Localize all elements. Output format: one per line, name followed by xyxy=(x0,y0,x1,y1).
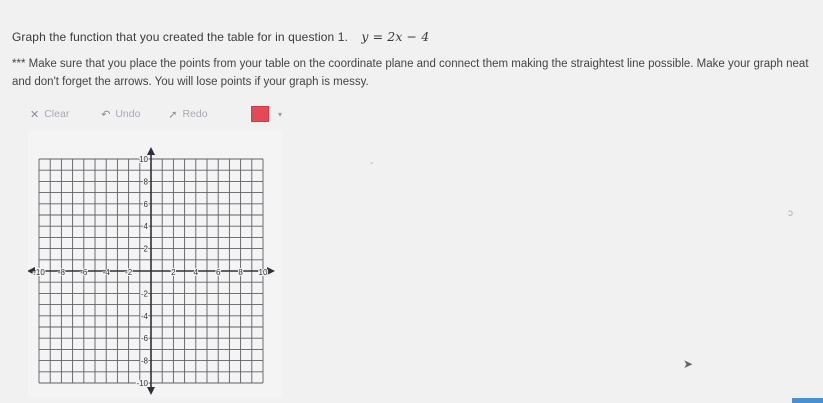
x-tick-label: -6 xyxy=(80,268,88,277)
y-tick-label: -10 xyxy=(136,379,148,388)
x-tick-label: -10 xyxy=(33,268,45,277)
redo-button[interactable] xyxy=(168,108,249,121)
x-axis-right-arrow-icon xyxy=(267,267,275,275)
x-tick-label: -4 xyxy=(102,268,110,277)
graph-canvas[interactable] xyxy=(28,130,282,398)
cursor-icon: ➤ xyxy=(683,357,694,371)
clear-label: Clear xyxy=(44,108,70,120)
question-text: Graph the function that you created the table for in question 1. xyxy=(12,30,348,44)
color-swatch[interactable] xyxy=(251,106,269,122)
chevron-down-icon[interactable]: ▾ xyxy=(277,109,282,119)
drawing-toolbar xyxy=(22,101,282,127)
undo-button[interactable] xyxy=(101,108,168,121)
y-tick-label: 2 xyxy=(143,244,148,254)
redo-arrow-icon: ➚ xyxy=(168,108,178,121)
clear-button[interactable] xyxy=(30,108,99,121)
redo-label: Redo xyxy=(182,108,208,120)
x-tick-label: 8 xyxy=(238,268,243,277)
y-tick-label: -2 xyxy=(140,289,148,299)
y-tick-label: -6 xyxy=(140,334,148,344)
undo-label: Undo xyxy=(115,108,141,120)
x-tick-label: -8 xyxy=(57,268,65,277)
x-tick-label: 2 xyxy=(171,268,176,277)
equation: y = 2x − 4 xyxy=(361,29,430,44)
y-tick-label: -8 xyxy=(140,356,148,366)
scan-mark: - xyxy=(370,158,374,169)
coordinate-plane[interactable] xyxy=(28,130,282,398)
x-tick-label: 6 xyxy=(215,268,221,277)
instructions-text: *** Make sure that you place the points from your table on the coordinate plane and connect them making the straightest line possible. Make your graph neat and don't forget the arrows. You will lose points if your graph is messy. xyxy=(12,58,809,88)
scan-mark: ↄ xyxy=(788,208,793,219)
corner-bar xyxy=(792,398,823,403)
y-tick-label: -4 xyxy=(140,311,148,321)
y-tick-label: 4 xyxy=(143,222,148,232)
y-tick-label: 8 xyxy=(143,177,148,187)
x-tick-label: 4 xyxy=(193,268,199,277)
y-axis-up-arrow-icon xyxy=(147,147,155,155)
x-tick-label: -2 xyxy=(125,268,133,277)
undo-arrow-icon: ↶ xyxy=(101,108,111,121)
x-tick-label: 10 xyxy=(258,268,268,277)
close-icon: ✕ xyxy=(30,108,40,121)
y-axis-down-arrow-icon xyxy=(147,387,155,395)
y-tick-label: 10 xyxy=(139,155,148,164)
question-prompt xyxy=(12,29,429,44)
y-tick-label: 6 xyxy=(143,199,148,209)
